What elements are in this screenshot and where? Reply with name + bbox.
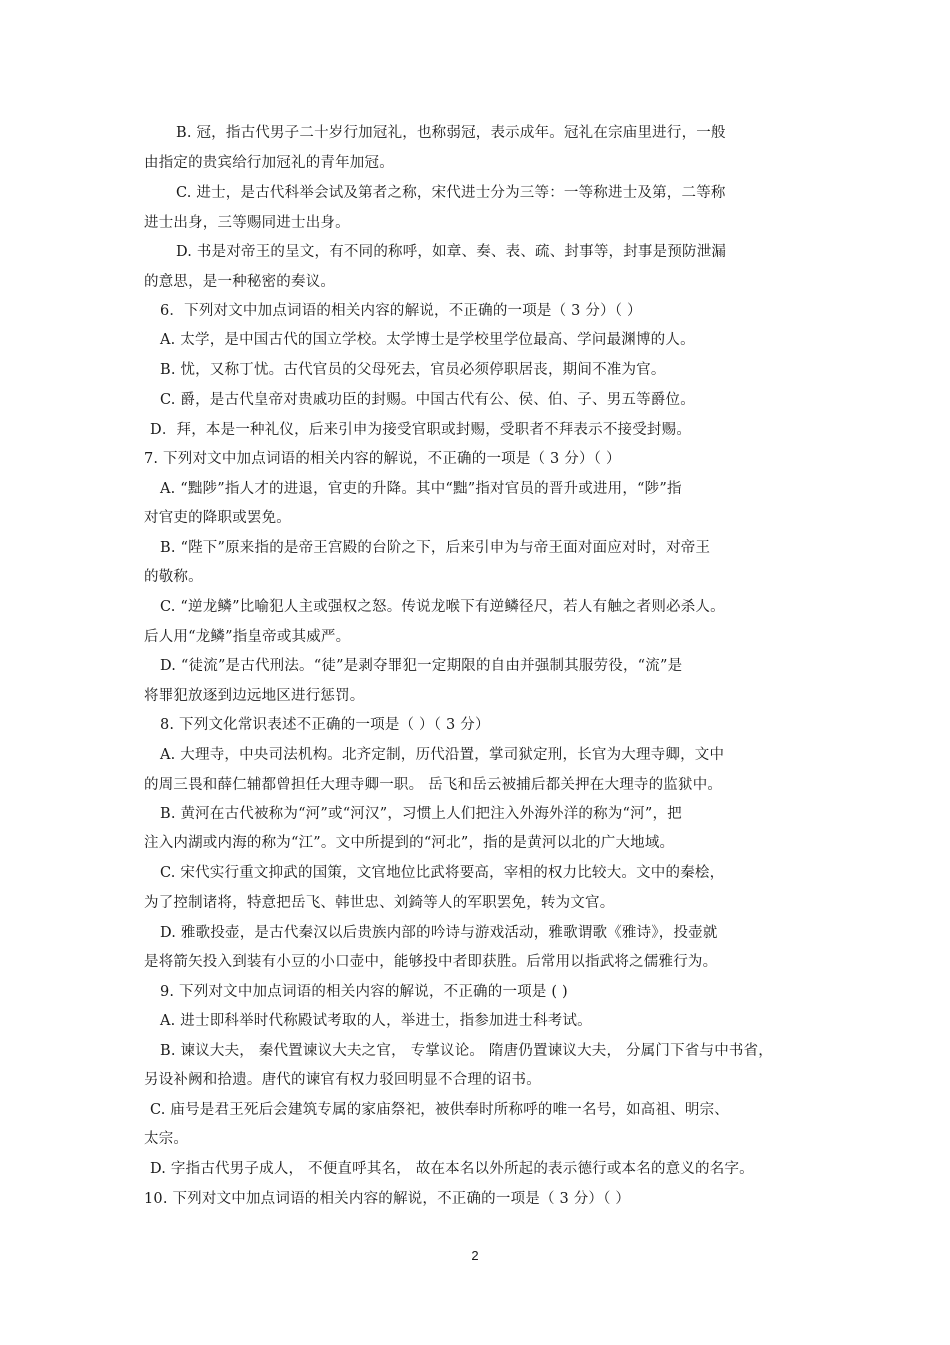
text-line: 的周三畏和薛仁辅都曾担任大理寺卿一职。 岳飞和岳云被捕后都关押在大理寺的监狱中。 — [144, 777, 723, 793]
text-line: 另设补阙和拾遗。唐代的谏官有权力驳回明显不合理的诏书。 — [144, 1072, 541, 1088]
option-a: A. 大理寺，中央司法机构。北齐定制，历代沿置，掌司狱定刑，长官为大理寺卿，文中 — [160, 747, 725, 763]
option-d: D．拜，本是一种礼仪，后来引申为接受官职或封赐，受职者不拜表示不接受封赐。 — [150, 422, 692, 438]
text-line: 后人用“龙鳞”指皇帝或其威严。 — [144, 629, 351, 645]
text-line: 进士出身，三等赐同进士出身。 — [144, 215, 350, 231]
text-line: 的敬称。 — [144, 569, 203, 585]
option-a: A. 进士即科举时代称殿试考取的人，举进士，指参加进士科考试。 — [160, 1013, 592, 1029]
text-line: 太宗。 — [144, 1131, 189, 1147]
text-line: 的意思，是一种秘密的奏议。 — [144, 274, 336, 290]
option-c: C. 爵，是古代皇帝对贵戚功臣的封赐。中国古代有公、侯、伯、子、男五等爵位。 — [160, 392, 695, 408]
question-9: 9. 下列对文中加点词语的相关内容的解说，不正确的一项是 ( ) — [160, 984, 568, 1000]
page-number: 2 — [471, 1248, 479, 1263]
option-b: B. 谏议大夫， 秦代置谏议大夫之官， 专掌议论。 隋唐仍置谏议大夫， 分属门下省与中书省， — [160, 1043, 774, 1059]
text-line: 将罪犯放逐到边远地区进行惩罚。 — [144, 688, 365, 704]
text-line: 为了控制诸将，特意把岳飞、韩世忠、刘錡等人的军职罢免，转为文官。 — [144, 895, 615, 911]
option-b: B. 忧，又称丁忧。古代官员的父母死去，官员必须停职居丧，期间不准为官。 — [160, 362, 666, 378]
text-line: B. 冠，指古代男子二十岁行加冠礼，也称弱冠，表示成年。冠礼在宗庙里进行，一般 — [176, 125, 726, 141]
text-line: D. 书是对帝王的呈文，有不同的称呼，如章、奏、表、疏、封事等，封事是预防泄漏 — [176, 244, 727, 260]
option-a: A. 太学，是中国古代的国立学校。太学博士是学校里学位最高、学问最渊博的人。 — [160, 332, 695, 348]
option-d: D. 雅歌投壶，是古代秦汉以后贵族内部的吟诗与游戏活动，雅歌谓歌《雅诗》，投壶就 — [160, 925, 718, 941]
text-line: 注入内湖或内海的称为“江”。文中所提到的“河北”，指的是黄河以北的广大地域。 — [144, 835, 675, 851]
text-line: 对官吏的降职或罢免。 — [144, 510, 291, 526]
question-10: 10. 下列对文中加点词语的相关内容的解说，不正确的一项是（ 3 分）（ ） — [144, 1191, 631, 1207]
option-b: B. “陛下”原来指的是帝王宫殿的台阶之下，后来引申为与帝王面对面应对时，对帝王 — [160, 540, 711, 556]
question-6: 6．下列对文中加点词语的相关内容的解说，不正确的一项是（ 3 分）（ ） — [160, 303, 642, 319]
text-line: 是将箭矢投入到装有小豆的小口壶中，能够投中者即获胜。后常用以指武将之儒雅行为。 — [144, 954, 718, 970]
option-c: C. 庙号是君王死后会建筑专属的家庙祭祀，被供奉时所称呼的唯一名号，如高祖、明宗、 — [150, 1102, 729, 1118]
option-a: A. “黜陟”指人才的进退，官吏的升降。其中“黜”指对官员的晋升或进用，“陟”指 — [160, 481, 682, 497]
option-d: D. 字指古代男子成人， 不便直呼其名， 故在本名以外所起的表示德行或本名的意义的名字。 — [150, 1161, 754, 1177]
question-8: 8. 下列文化常识表述不正确的一项是（ ）（ 3 分） — [160, 717, 490, 733]
option-b: B. 黄河在古代被称为“河”或“河汉”，习惯上人们把注入外海外洋的称为“河”，把 — [160, 806, 682, 822]
text-line: 由指定的贵宾给行加冠礼的青年加冠。 — [144, 155, 394, 171]
option-d: D. “徒流”是古代刑法。“徒”是剥夺罪犯一定期限的自由并强制其服劳役，“流”是 — [160, 658, 683, 674]
option-c: C. 宋代实行重文抑武的国策，文官地位比武将要高，宰相的权力比较大。文中的秦桧， — [160, 865, 725, 881]
question-7: 7. 下列对文中加点词语的相关内容的解说，不正确的一项是（ 3 分）（ ） — [144, 451, 621, 467]
option-c: C. “逆龙鳞”比喻犯人主或强权之怒。传说龙喉下有逆鳞径尺，若人有触之者则必杀人。 — [160, 599, 725, 615]
text-line: C. 进士，是古代科举会试及第者之称，宋代进士分为三等：一等称进士及第，二等称 — [176, 185, 726, 201]
